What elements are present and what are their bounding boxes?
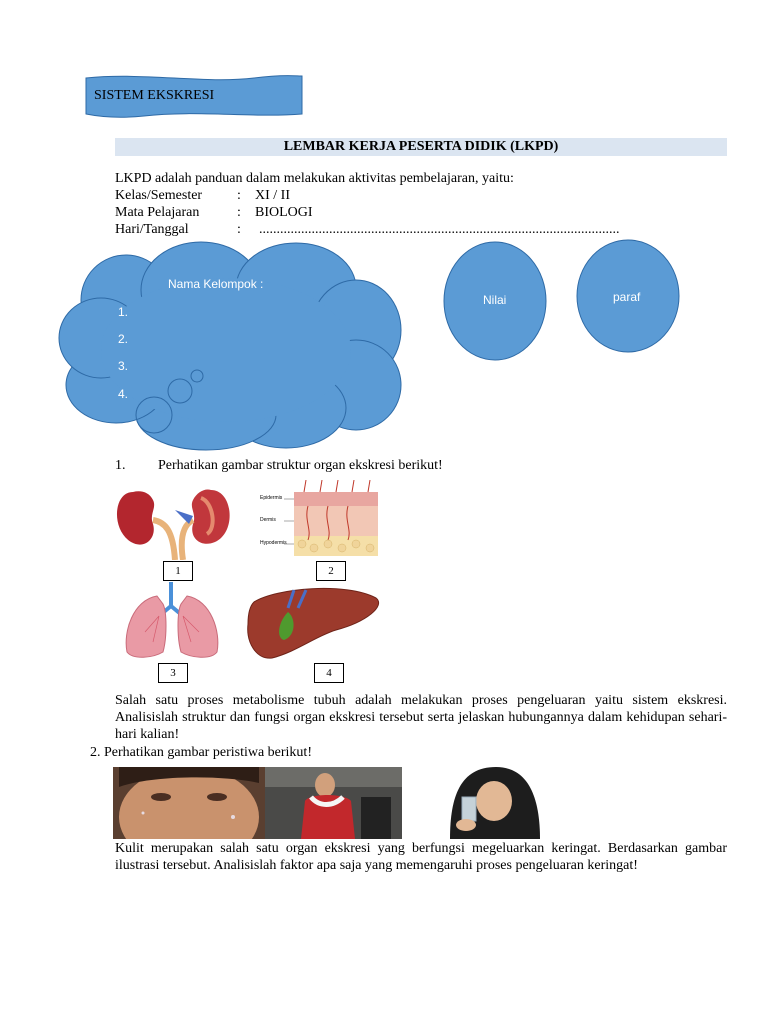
info-sep: : (237, 222, 241, 237)
sweating-face-image (113, 767, 265, 839)
banner-label: SISTEM EKSKRESI (94, 88, 215, 103)
caption-2: 2 (316, 561, 346, 581)
info-sep: : (237, 188, 241, 203)
question2-paragraph: Kulit merupakan salah satu organ ekskresi yang berfungsi megeluarkan keringat. Berdasarkan gambar ilustrasi tersebut. Analisislah faktor apa saja yang memengaruhi proses pengeluaran keringat! (115, 841, 727, 873)
question1-number: 1. (115, 458, 126, 473)
info-value: XI / II (255, 188, 290, 203)
intro-text: LKPD adalah panduan dalam melakukan aktivitas pembelajaran, yaitu: (115, 171, 514, 186)
lungs-image (113, 582, 235, 662)
caption-1: 1 (163, 561, 193, 581)
skin-image (258, 480, 386, 560)
info-label: Hari/Tanggal (115, 222, 189, 237)
question1-paragraph: Salah satu proses metabolisme tubuh adalah melakukan proses pengeluaran yaitu sistem ekskresi. Analisislah struktur dan fungsi organ ekskresi tersebut serta jelaskan hubungannya dalam kehidupan sehari-hari kalian! (115, 693, 727, 742)
info-value: BIOLOGI (255, 205, 313, 220)
page-title: LEMBAR KERJA PESERTA DIDIK (LKPD) (115, 138, 727, 156)
caption-4: 4 (314, 663, 344, 683)
liver-image (236, 582, 388, 662)
group-member-3: 3. (118, 359, 129, 373)
info-value: ....................................................................................................... (259, 222, 620, 237)
exercising-man-image (265, 767, 402, 839)
kidney-image (113, 480, 235, 560)
group-member-2: 2. (118, 332, 129, 346)
cloud-title: Nama Kelompok : (168, 277, 264, 291)
caption-3: 3 (158, 663, 188, 683)
woman-drinking-image (420, 767, 542, 839)
info-label: Kelas/Semester (115, 188, 203, 203)
skin-label-epidermis: Epidermis (260, 495, 283, 501)
skin-label-dermis: Dermis (260, 517, 276, 523)
skin-label-hypodermis: Hypodermis (260, 540, 287, 546)
group-member-4: 4. (118, 387, 129, 401)
question1-text: Perhatikan gambar struktur organ ekskresi berikut! (158, 458, 443, 473)
score-label: Nilai (483, 293, 507, 307)
sign-label: paraf (613, 290, 641, 304)
info-label: Mata Pelajaran (115, 205, 200, 220)
question2-heading: 2. Perhatikan gambar peristiwa berikut! (90, 745, 312, 760)
info-sep: : (237, 205, 241, 220)
group-member-1: 1. (118, 305, 129, 319)
group-cloud-shape (56, 240, 408, 452)
